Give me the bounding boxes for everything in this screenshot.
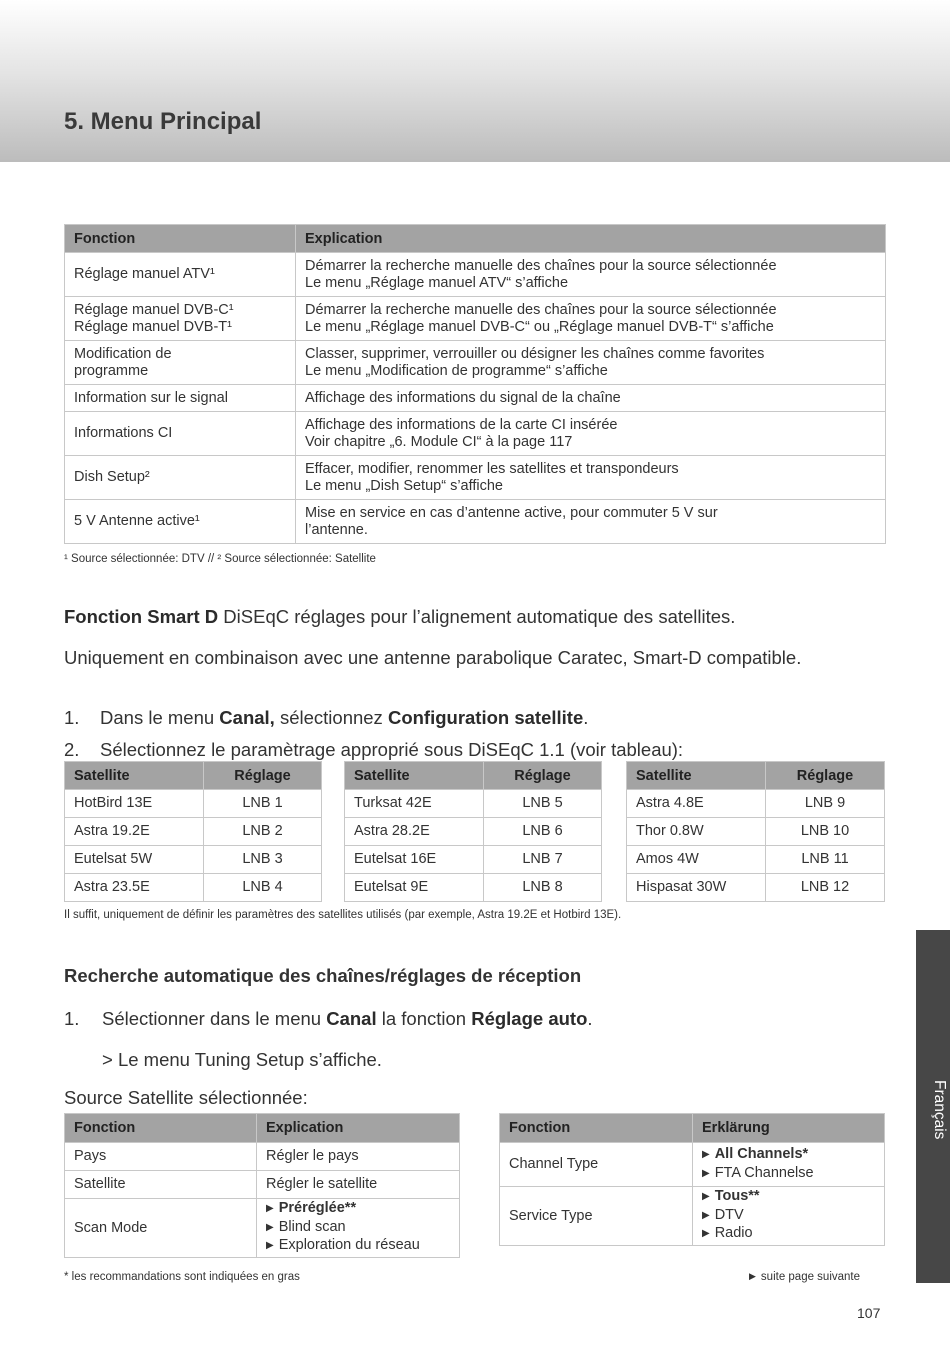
table-row xyxy=(627,818,885,846)
continued-note: ▶ suite page suivante xyxy=(749,1271,861,1283)
table-header: Fonction xyxy=(65,1114,257,1143)
lnb-setting: LNB 11 xyxy=(766,846,885,874)
source-table-left xyxy=(64,1113,460,1258)
explanation-cell: Effacer, modifier, renommer les satellites et transpondeurs Le menu „Dish Setup“ s’affiche xyxy=(296,456,886,500)
table-row xyxy=(65,412,886,456)
lnb-setting: LNB 4 xyxy=(204,874,322,902)
smartd-step-2: 2. Sélectionnez le paramètrage approprié sous DiSEqC 1.1 (voir tableau): xyxy=(64,739,684,760)
function-cell: Service Type xyxy=(500,1187,693,1246)
lnb-setting: LNB 12 xyxy=(766,874,885,902)
function-cell: Réglage manuel ATV¹ xyxy=(65,253,296,297)
table-row xyxy=(345,846,602,874)
function-cell: 5 V Antenne active¹ xyxy=(65,500,296,544)
lnb-setting: LNB 10 xyxy=(766,818,885,846)
function-cell: Information sur le signal xyxy=(65,385,296,412)
explanation-cell: Démarrer la recherche manuelle des chaînes pour la source sélectionnée Le menu „Réglage manuel ATV“ s’affiche xyxy=(296,253,886,297)
explanation-cell: Affichage des informations de la carte CI insérée Voir chapitre „6. Module CI“ à la page 117 xyxy=(296,412,886,456)
table-header: Réglage xyxy=(204,762,322,790)
recommendations-note: * les recommandations sont indiquées en gras xyxy=(64,1271,300,1283)
table-row xyxy=(500,1143,885,1187)
satellite-note: Il suffit, uniquement de définir les paramètres des satellites utilisés (par exemple, Astra 19.2E et Hotbird 13E). xyxy=(64,909,622,921)
satellite-name: Eutelsat 5W xyxy=(65,846,204,874)
table-row xyxy=(65,500,886,544)
table-header: Erklärung xyxy=(693,1114,885,1143)
explanation-cell: Régler le pays xyxy=(257,1143,460,1171)
table-row xyxy=(65,341,886,385)
table-header: Satellite xyxy=(627,762,766,790)
satellite-name: Eutelsat 16E xyxy=(345,846,484,874)
satellite-name: Astra 4.8E xyxy=(627,790,766,818)
main-function-table xyxy=(64,224,886,544)
table-header: Fonction xyxy=(500,1114,693,1143)
function-cell: Pays xyxy=(65,1143,257,1171)
table-header: Fonction xyxy=(65,225,296,253)
table-row xyxy=(65,1171,460,1199)
satellite-name: HotBird 13E xyxy=(65,790,204,818)
function-cell: Dish Setup² xyxy=(65,456,296,500)
lnb-setting: LNB 6 xyxy=(484,818,602,846)
explanation-cell: Démarrer la recherche manuelle des chaînes pour la source sélectionnée Le menu „Réglage manuel DVB-C“ ou „Réglage manuel DVB-T“ s’affiche xyxy=(296,297,886,341)
source-table-right xyxy=(499,1113,885,1246)
lnb-setting: LNB 3 xyxy=(204,846,322,874)
function-cell: Channel Type xyxy=(500,1143,693,1187)
satellite-name: Eutelsat 9E xyxy=(345,874,484,902)
lnb-setting: LNB 1 xyxy=(204,790,322,818)
table-row xyxy=(65,297,886,341)
triangle-bullet-icon: ▶ xyxy=(266,1221,274,1233)
satellite-name: Thor 0.8W xyxy=(627,818,766,846)
function-cell: Réglage manuel DVB-C¹ Réglage manuel DVB-T¹ xyxy=(65,297,296,341)
satellite-table-3 xyxy=(626,761,885,902)
table-row xyxy=(65,846,322,874)
triangle-bullet-icon: ▶ xyxy=(702,1191,710,1203)
table-row xyxy=(65,1143,460,1171)
table-row xyxy=(627,874,885,902)
page-number: 107 xyxy=(857,1305,881,1321)
function-cell: Informations CI xyxy=(65,412,296,456)
explanation-cell: ▶ All Channels* ▶ FTA Channelse xyxy=(693,1143,885,1187)
lnb-setting: LNB 8 xyxy=(484,874,602,902)
lnb-setting: LNB 2 xyxy=(204,818,322,846)
triangle-bullet-icon: ▶ xyxy=(702,1149,710,1160)
satellite-name: Amos 4W xyxy=(627,846,766,874)
lnb-setting: LNB 5 xyxy=(484,790,602,818)
table-header: Satellite xyxy=(345,762,484,790)
table-row xyxy=(500,1187,885,1246)
table-row xyxy=(345,874,602,902)
triangle-bullet-icon: ▶ xyxy=(702,1167,710,1179)
table-row xyxy=(65,818,322,846)
table-row xyxy=(65,1199,460,1258)
smartd-intro: Fonction Smart D DiSEqC réglages pour l’alignement automatique des satellites. xyxy=(64,606,736,627)
satellite-table-2 xyxy=(344,761,602,902)
explanation-cell: ▶ Préréglée** ▶ Blind scan ▶ Exploration du réseau xyxy=(257,1199,460,1258)
table-row xyxy=(65,385,886,412)
header-band xyxy=(0,0,950,162)
table-header: Satellite xyxy=(65,762,204,790)
table-header: Réglage xyxy=(484,762,602,790)
lnb-setting: LNB 7 xyxy=(484,846,602,874)
table-header: Réglage xyxy=(766,762,885,790)
triangle-bullet-icon: ▶ xyxy=(702,1228,710,1240)
table-header: Explication xyxy=(257,1114,460,1143)
function-cell: Satellite xyxy=(65,1171,257,1199)
smartd-compat: Uniquement en combinaison avec une antenne parabolique Caratec, Smart-D compatible. xyxy=(64,647,802,668)
source-label: Source Satellite sélectionnée: xyxy=(64,1087,308,1108)
table-row xyxy=(65,874,322,902)
triangle-bullet-icon: ▶ xyxy=(702,1209,710,1221)
smartd-step-1: 1. Dans le menu Canal, sélectionnez Configuration satellite. xyxy=(64,707,589,728)
satellite-name: Astra 28.2E xyxy=(345,818,484,846)
explanation-cell: Mise en service en cas d’antenne active, pour commuter 5 V sur l’antenne. xyxy=(296,500,886,544)
satellite-table-1 xyxy=(64,761,322,902)
triangle-bullet-icon: ▶ xyxy=(266,1240,274,1252)
table-row xyxy=(627,846,885,874)
explanation-cell: Régler le satellite xyxy=(257,1171,460,1199)
main-table-footnote: ¹ Source sélectionnée: DTV // ² Source sélectionnée: Satellite xyxy=(64,553,376,565)
auto-search-heading: Recherche automatique des chaînes/réglages de réception xyxy=(64,965,582,986)
explanation-cell: ▶ Tous** ▶ DTV ▶ Radio xyxy=(693,1187,885,1246)
table-row xyxy=(65,790,322,818)
function-cell: Modification de programme xyxy=(65,341,296,385)
satellite-name: Hispasat 30W xyxy=(627,874,766,902)
table-row xyxy=(627,790,885,818)
table-row xyxy=(65,253,886,297)
triangle-bullet-icon: ▶ xyxy=(749,1271,756,1281)
language-tab-label: Français xyxy=(931,1080,948,1140)
satellite-name: Turksat 42E xyxy=(345,790,484,818)
satellite-name: Astra 23.5E xyxy=(65,874,204,902)
table-header: Explication xyxy=(296,225,886,253)
table-row xyxy=(345,818,602,846)
explanation-cell: Classer, supprimer, verrouiller ou désigner les chaînes comme favorites Le menu „Modification de programme“ s’affiche xyxy=(296,341,886,385)
lnb-setting: LNB 9 xyxy=(766,790,885,818)
triangle-bullet-icon: ▶ xyxy=(266,1203,274,1215)
page-title: 5. Menu Principal xyxy=(64,108,262,135)
auto-step-result: > Le menu Tuning Setup s’affiche. xyxy=(102,1049,382,1070)
satellite-name: Astra 19.2E xyxy=(65,818,204,846)
auto-step-1: 1. Sélectionner dans le menu Canal la fonction Réglage auto. xyxy=(64,1008,593,1029)
explanation-cell: Affichage des informations du signal de la chaîne xyxy=(296,385,886,412)
table-row xyxy=(345,790,602,818)
table-row xyxy=(65,456,886,500)
function-cell: Scan Mode xyxy=(65,1199,257,1258)
